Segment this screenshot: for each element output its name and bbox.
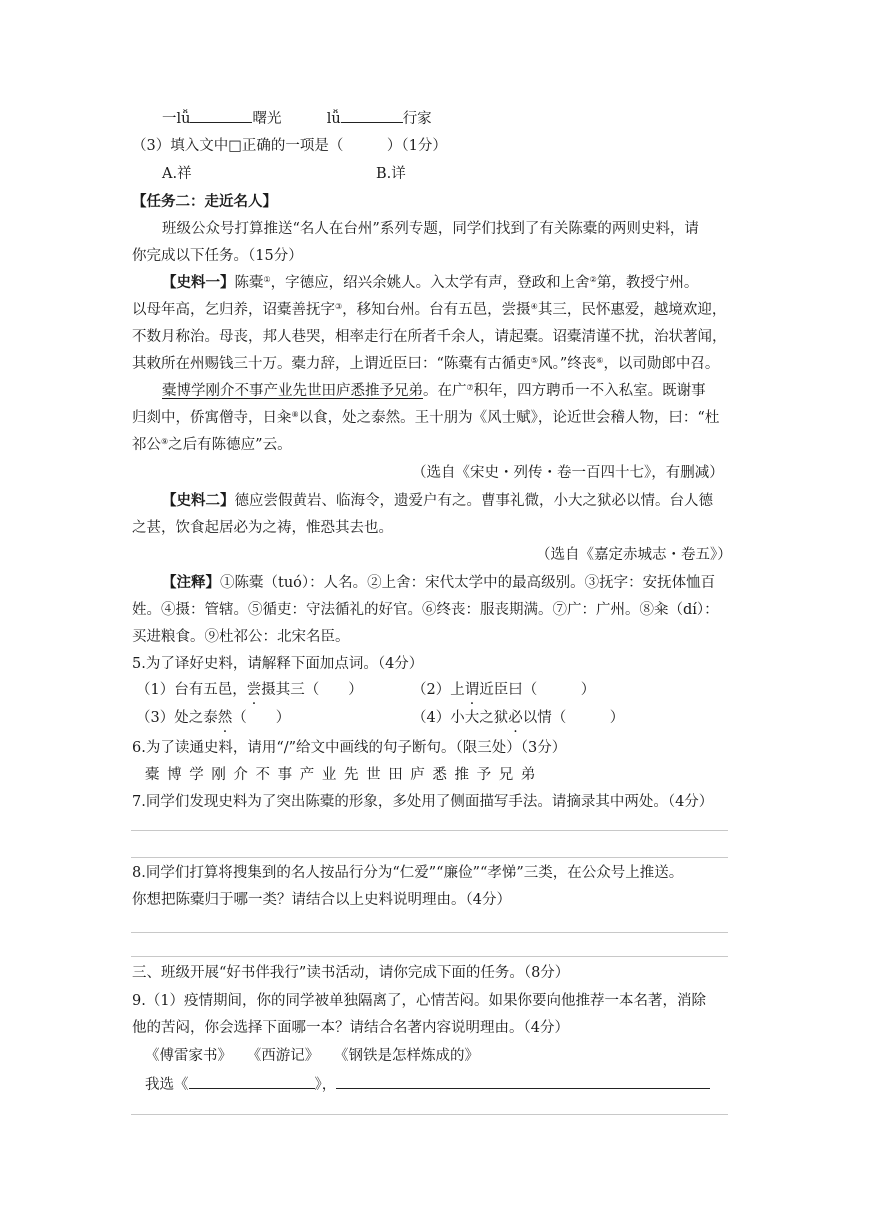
source1-line-2 [132, 300, 726, 320]
book-choice-blank[interactable] [189, 1074, 315, 1089]
q3-option-b[interactable]: B.详 [376, 166, 406, 182]
notes-line-3: 买进粮食。⑨杜祁公：北宋名臣。 [132, 629, 350, 645]
source2-line-1 [162, 491, 713, 511]
note-mark: ⑨ [161, 437, 169, 446]
note-mark: ⑤ [530, 356, 539, 365]
note-mark: ③ [335, 302, 343, 311]
q8-answer-line-2[interactable] [131, 956, 728, 957]
source1-text: 风。”终丧 [538, 356, 597, 372]
dotted-char: 然 [217, 710, 233, 726]
notes-line-1 [162, 573, 715, 593]
q5-stem: 5.为了译好史料，请解释下面加点词。（4分） [132, 656, 424, 672]
source1-text: 积年，四方聘币一不入私室。既谢事 [473, 383, 706, 399]
q5-item-3[interactable] [136, 708, 290, 728]
q7-answer-line-2[interactable] [131, 857, 728, 858]
pinyin-right-suffix: 行家 [402, 111, 432, 127]
pinyin-left-suffix: 曙光 [252, 111, 282, 127]
source2-citation: （选自《嘉定赤城志・卷五》） [536, 547, 732, 563]
note-mark: ① [263, 275, 271, 284]
q5-item-1[interactable] [136, 680, 363, 700]
choose-prefix: 我选《 [145, 1077, 189, 1093]
source1-text: ，以司勋郎中召。 [603, 356, 720, 372]
note-mark: ⑦ [466, 383, 474, 392]
q5-item-4[interactable] [412, 708, 624, 728]
section3-heading: 三、班级开展“好书伴我行”读书活动，请你完成下面的任务。（8分） [132, 965, 570, 981]
q5-text: 摄其三（ ） [261, 682, 363, 698]
note-mark: ⑧ [291, 410, 299, 419]
source2-line-2: 之甚，饮食起居必为之祷，惟恐其去也。 [132, 520, 393, 536]
source1-citation: （选自《宋史・列传・卷一百四十七》，有删减） [412, 465, 724, 481]
source1-label: 【史料一】 [162, 274, 235, 291]
source1-text: 以食，处之泰然。王十朋为《风士赋》，论近世会稽人物，曰：“杜 [298, 410, 720, 426]
source1-text: ，字德应，绍兴余姚人。入太学有声，登政和上舍 [270, 275, 590, 291]
source1-text: 。在广 [423, 383, 467, 399]
source1-line-3: 不数月称治。母丧，邦人巷哭，相率走行在所者千余人，请起橐。诏橐清谨不扰，治状著闻， [132, 329, 727, 345]
pinyin-fill-line [162, 108, 432, 129]
pinyin-left-prefix: 一lǚ [162, 111, 191, 127]
source1-line-6 [132, 408, 719, 428]
source1-text: 陈橐 [234, 275, 264, 291]
q9-line-2: 他的苦闷，你会选择下面哪一本？请结合名著内容说明理由。（4分） [132, 1020, 569, 1036]
q5-text: （4）小大之狱 [412, 710, 509, 726]
q9-answer-line[interactable] [131, 1114, 728, 1115]
q8-line-2: 你想把陈橐归于哪一类？请结合以上史料说明理由。（4分） [132, 892, 511, 908]
q5-text: 近臣曰（ ） [479, 682, 596, 698]
source1-text: 归剡中，侨寓僧寺，日籴 [132, 410, 292, 426]
dotted-char: 谓 [464, 682, 480, 698]
pinyin-blank-2[interactable] [341, 108, 403, 123]
q5-text: （1）台有五邑， [136, 682, 247, 698]
q9-choose-line [145, 1074, 710, 1095]
q3-stem: （3）填入文中□正确的一项是（ ）（1分） [132, 138, 447, 154]
task2-intro-1: 班级公众号打算推送“名人在台州”系列专题，同学们找到了有关陈橐的两则史料，请 [162, 221, 699, 237]
source1-text: 第，教授宁州。 [596, 275, 699, 291]
q5-item-2[interactable] [412, 680, 595, 700]
source1-text: 之后有陈德应”云。 [168, 437, 292, 453]
book-option[interactable]: 《傅雷家书》 [145, 1048, 232, 1064]
task2-intro-2: 你完成以下任务。（15分） [132, 248, 303, 264]
source1-line-7 [132, 435, 292, 455]
source2-label: 【史料二】 [162, 492, 235, 509]
book-option[interactable]: 《西游记》 [254, 1048, 320, 1064]
note-mark: ④ [530, 302, 538, 311]
q3-option-a[interactable]: A.祥 [162, 166, 192, 182]
pinyin-right-prefix: lǚ [326, 111, 341, 127]
q6-chars[interactable]: 橐 博 学 刚 介 不 事 产 业 先 世 田 庐 悉 推 予 兄 弟 [145, 767, 537, 783]
notes-label: 【注释】 [162, 574, 220, 591]
underlined-sentence: 橐博学刚介不事产业先世田庐悉推予兄弟 [162, 383, 423, 399]
task2-heading: 【任务二：走近名人】 [132, 193, 277, 210]
source1-text: 其敕所在州赐钱三十万。橐力辞，上谓近臣曰：“陈橐有古循吏 [132, 356, 531, 372]
q5-text: （ ） [232, 710, 291, 726]
source1-line-4 [132, 354, 719, 374]
note-mark: ② [589, 275, 597, 284]
q7-stem: 7.同学们发现史料为了突出陈橐的形象，多处用了侧面描写手法。请摘录其中两处。（4分） [132, 794, 714, 810]
choose-suffix: 》， [314, 1077, 337, 1093]
book-option[interactable]: 《钢铁是怎样炼成的》 [341, 1048, 479, 1064]
pinyin-blank-1[interactable] [190, 108, 252, 123]
q5-text: 以情（ ） [522, 710, 625, 726]
source2-text: 德应尝假黄岩、临海令，遗爱户有之。曹事礼微，小大之狱必以情。台人德 [234, 493, 713, 509]
q8-answer-line-1[interactable] [131, 932, 728, 933]
q6-stem: 6.为了读通史料，请用“/”给文中画线的句子断句。（限三处）（3分） [132, 740, 567, 756]
q5-text: （3）处之泰 [136, 710, 218, 726]
source1-text: 其三，民怀惠爱，越境欢迎， [537, 302, 727, 318]
notes-line-2: 姓。④摄：管辖。⑤循吏：守法循礼的好官。⑥终丧：服丧期满。⑦广：广州。⑧籴（dí）： [132, 602, 719, 618]
source1-line-5 [162, 381, 706, 401]
note-mark: ⑥ [596, 356, 604, 365]
dotted-char: 必 [508, 710, 523, 726]
source1-text: 以母年高，乞归养，诏橐善抚字 [132, 302, 335, 318]
q9-books [145, 1046, 501, 1066]
q7-answer-line-1[interactable] [131, 830, 728, 831]
q8-line-1: 8.同学们打算将搜集到的名人按品行分为“仁爱”“廉俭”“孝悌”三类，在公众号上推送。 [132, 865, 684, 881]
dotted-char: 尝 [246, 682, 262, 698]
reason-blank[interactable] [336, 1074, 710, 1089]
q9-line-1: 9.（1）疫情期间，你的同学被单独隔离了，心情苦闷。如果你要向他推荐一本名著，消除 [132, 993, 707, 1009]
source1-text: ，移知台州。台有五邑，尝摄 [342, 302, 531, 318]
notes-text: ①陈橐（tuó）：人名。②上舍：宋代太学中的最高级别。③抚字：安抚体恤百 [220, 575, 716, 591]
source1-line-1 [162, 273, 698, 293]
q5-text: （2）上 [412, 682, 465, 698]
source1-text: 祁公 [132, 437, 161, 453]
